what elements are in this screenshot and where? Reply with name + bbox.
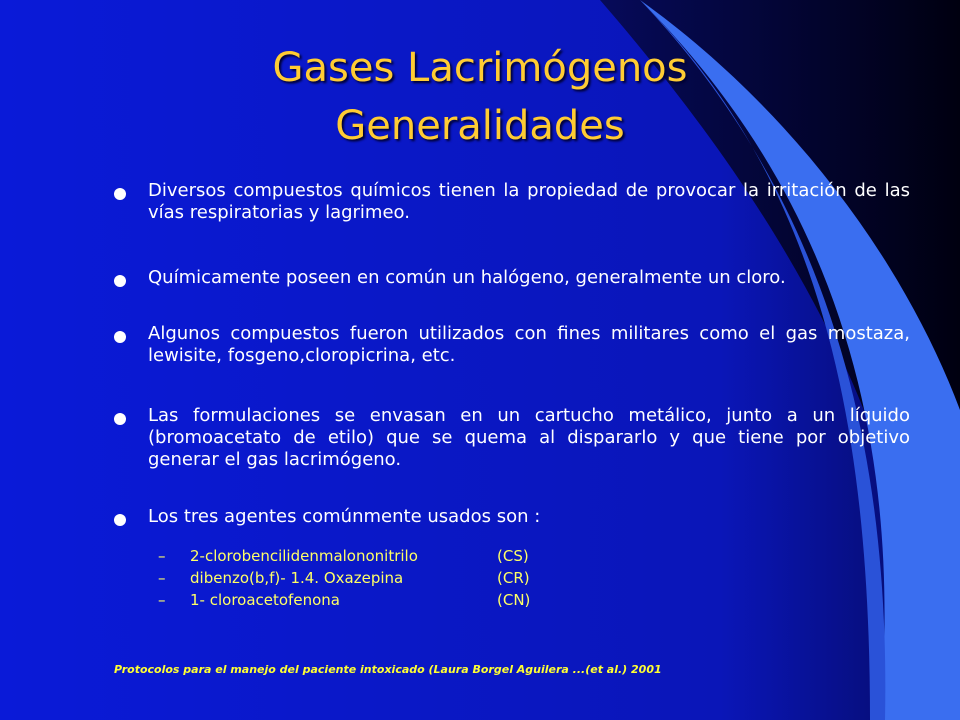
bullet-item (110, 405, 910, 471)
bullet-text: Diversos compuestos químicos tienen la propiedad de provocar la irritación de las vías respiratorias y lagrimeo. (148, 180, 910, 223)
bullet-item (110, 267, 910, 289)
dash-icon: – (158, 591, 166, 609)
bullet-dot-icon (114, 413, 126, 425)
slide-title: Gases Lacrimógenos (272, 45, 688, 91)
agent-code: (CR) (497, 569, 530, 587)
bullet-item (110, 506, 910, 528)
bullet-text: Las formulaciones se envasan en un cartucho metálico, junto a un líquido (bromoacetato de etilo) que se quema al dispararlo y que tiene por objetivo generar el gas lacrimógeno. (148, 405, 910, 470)
bullet-dot-icon (114, 331, 126, 343)
agent-code: (CS) (497, 547, 529, 565)
agent-item (158, 567, 598, 589)
agent-name: dibenzo(b,f)- 1.4. Oxazepina (190, 569, 404, 587)
agent-item (158, 589, 598, 611)
bullet-text: Algunos compuestos fueron utilizados con fines militares como el gas mostaza, lewisite, fosgeno,cloropicrina, etc. (148, 323, 910, 366)
agent-list (158, 545, 598, 611)
bullet-dot-icon (114, 188, 126, 200)
dash-icon: – (158, 569, 166, 587)
agent-name: 2-clorobencilidenmalononitrilo (190, 547, 418, 565)
bullet-item (110, 323, 910, 367)
bullet-text: Químicamente poseen en común un halógeno, generalmente un cloro. (148, 267, 786, 288)
dash-icon: – (158, 547, 166, 565)
bullet-dot-icon (114, 275, 126, 287)
bullet-dot-icon (114, 514, 126, 526)
slide-subtitle: Generalidades (335, 103, 625, 149)
agent-item (158, 545, 598, 567)
agent-code: (CN) (497, 591, 531, 609)
agent-name: 1- cloroacetofenona (190, 591, 340, 609)
bullet-text: Los tres agentes comúnmente usados son : (148, 506, 541, 527)
bullet-item (110, 180, 910, 224)
source-citation: Protocolos para el manejo del paciente intoxicado (Laura Borgel Aguilera ...(et al.) 2001 (114, 663, 662, 676)
